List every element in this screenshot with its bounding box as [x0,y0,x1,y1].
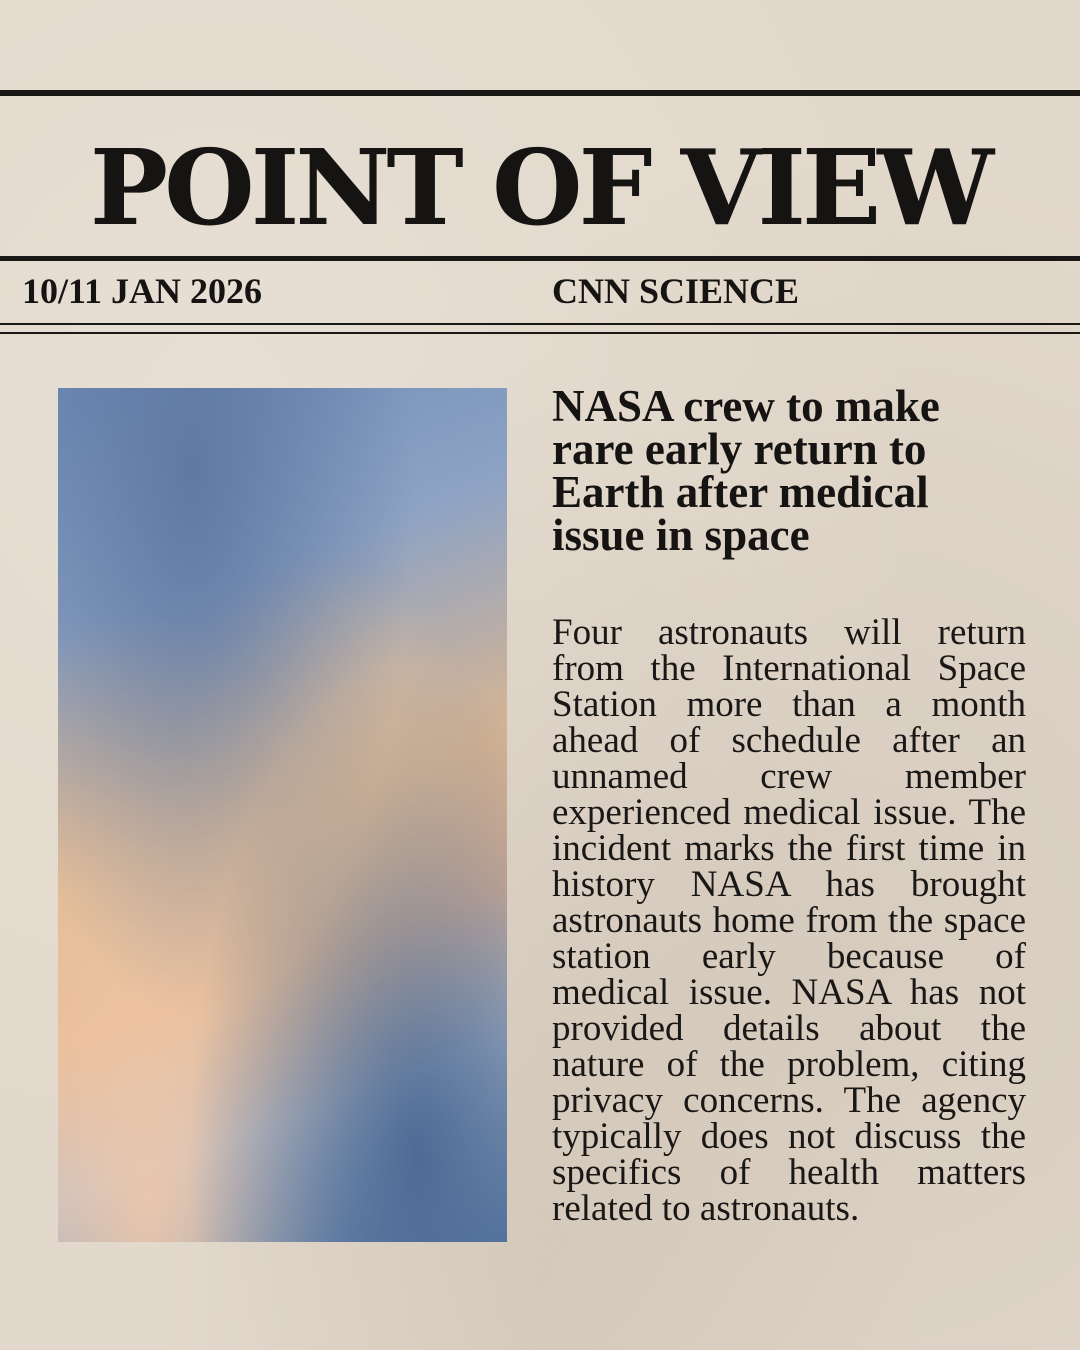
dateline-rule-upper [0,323,1080,325]
top-rule [0,90,1080,96]
masthead-title: POINT OF VIEW [89,126,991,249]
issue-date: 10/11 JAN 2026 [22,271,263,311]
article-headline: NASA crew to make rare early return to Earth after medical issue in space [552,381,940,560]
section-name: CNN SCIENCE [552,271,800,311]
article-body: Four astronauts will return from the International Space Station more than a month ahead of schedule after an unnamed crew member experienced medical issue. The incident marks the first time in history NASA has brought astronauts home from the space station early because of medical issue. NASA has not provided details about the nature of the problem, citing privacy concerns. The agency typically does not discuss the specifics of health matters related to astronauts. [552,612,1026,1229]
masthead-bottom-rule [0,256,1080,261]
article-image [58,388,507,1242]
dateline-rule-lower [0,332,1080,334]
